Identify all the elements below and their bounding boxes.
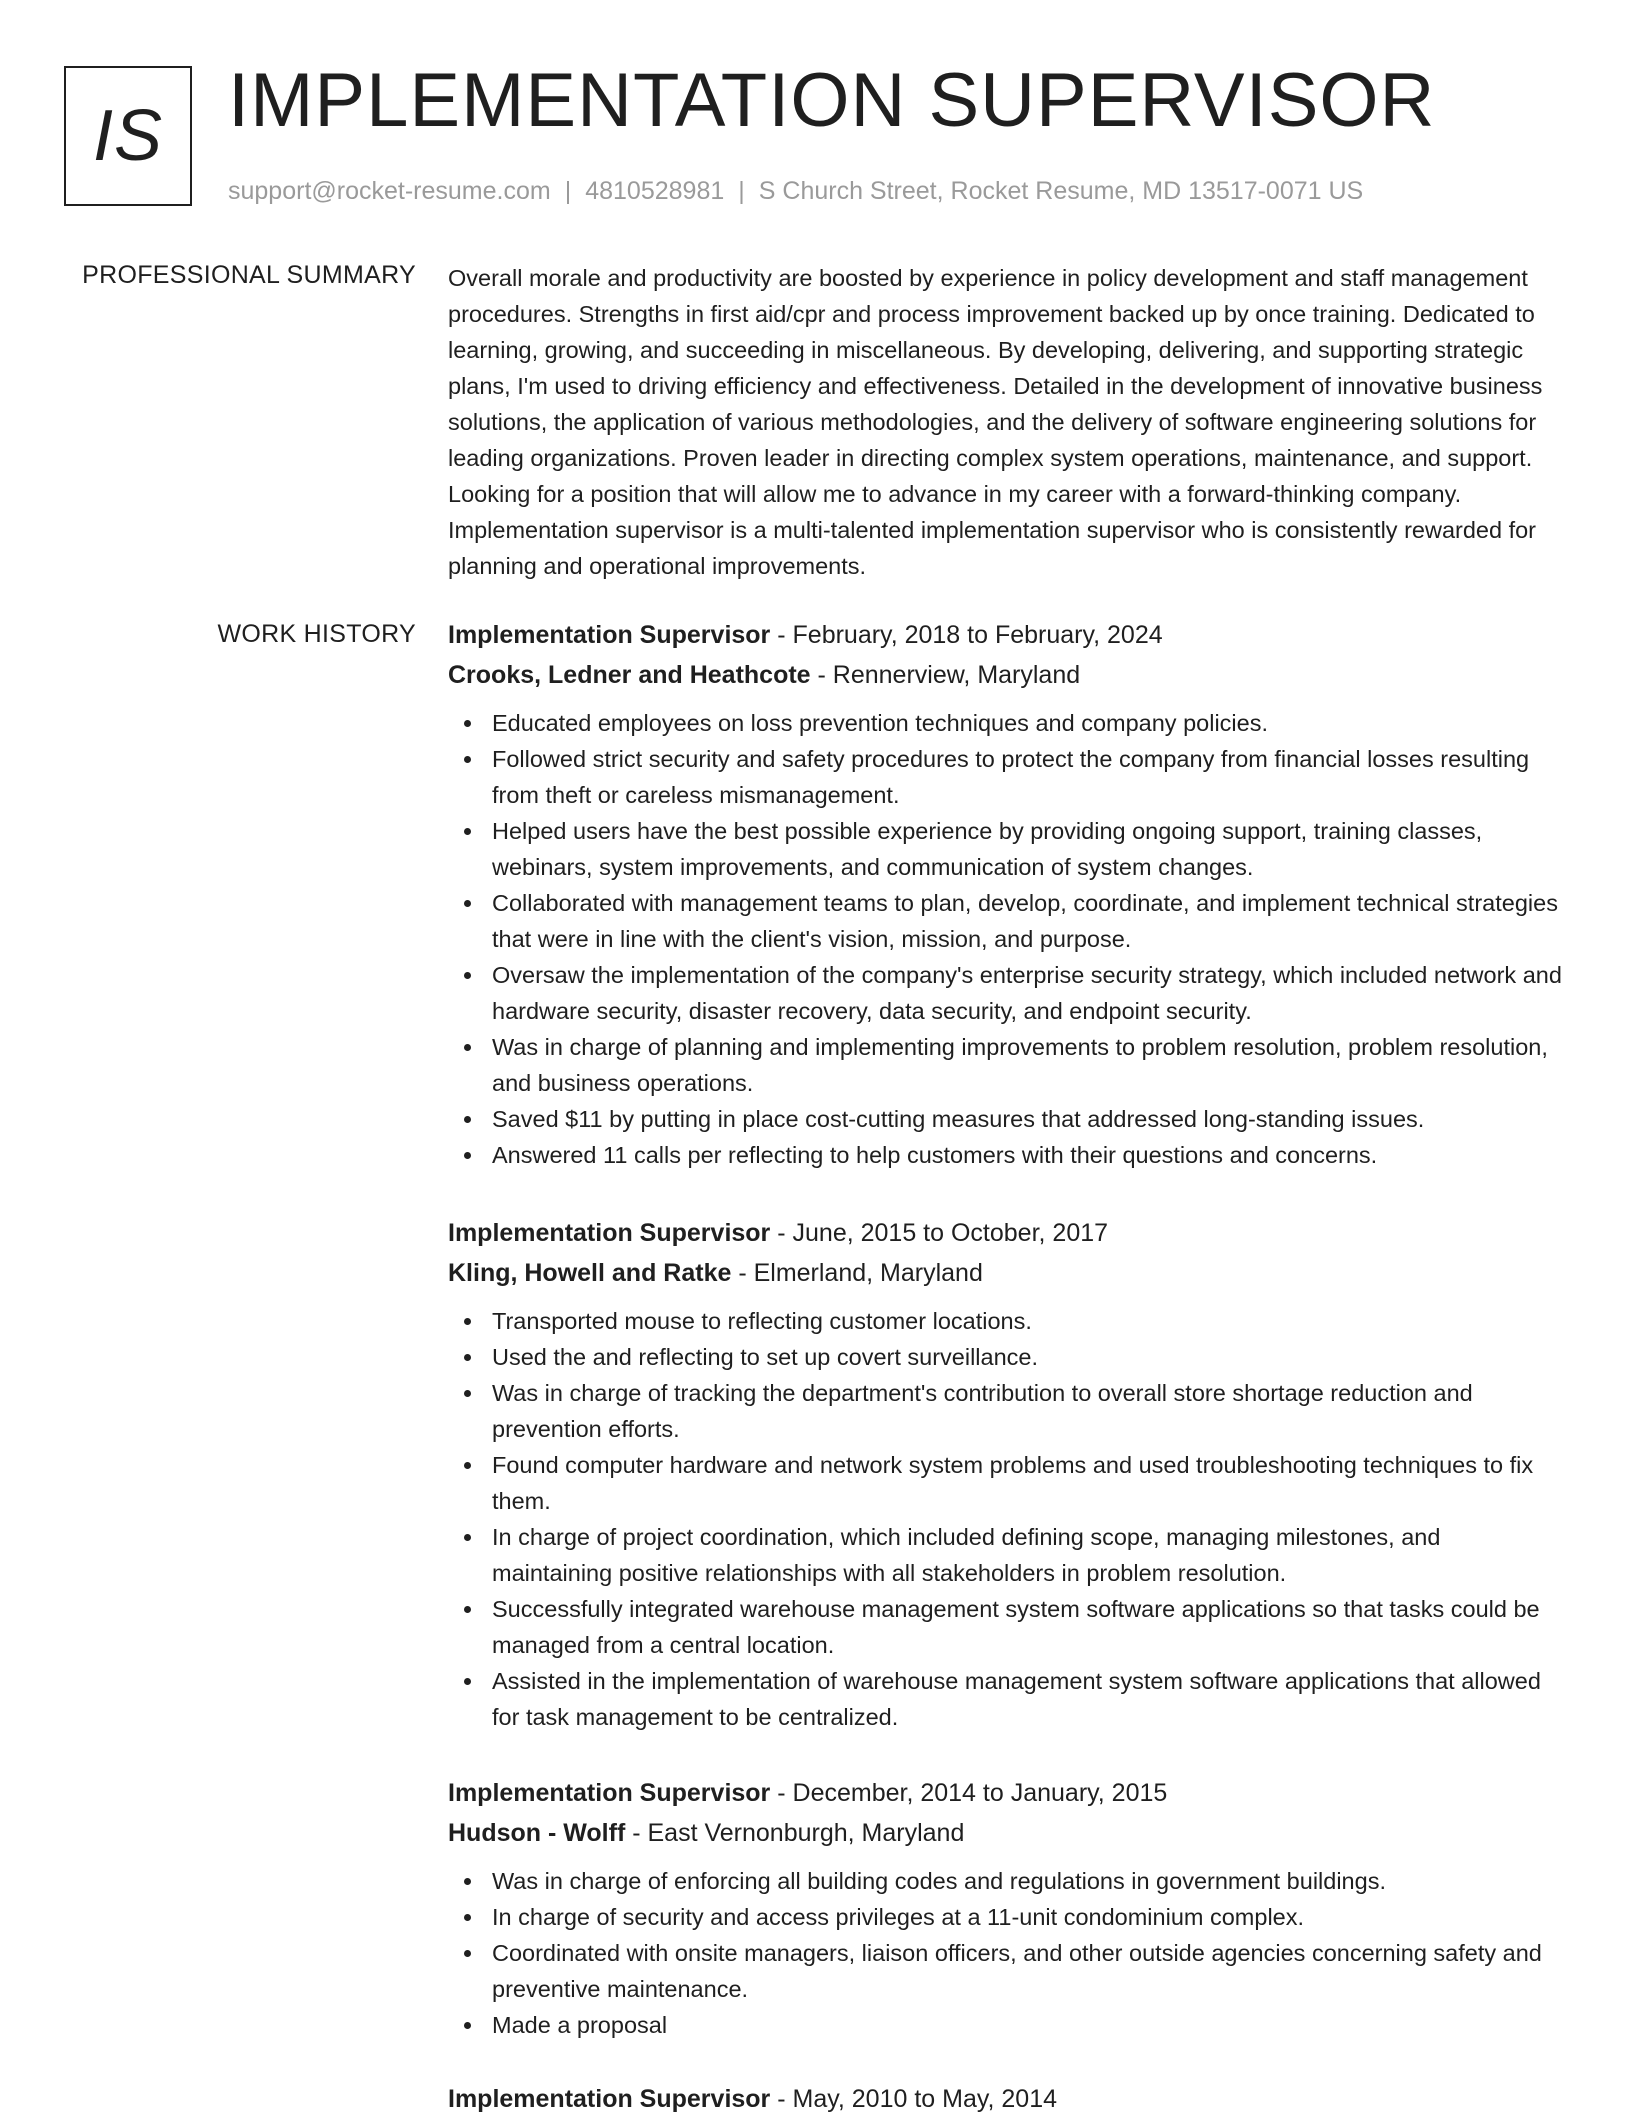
job-location: - Rennerview, Maryland [810, 661, 1081, 689]
section-label-summary: PROFESSIONAL SUMMARY [82, 261, 416, 289]
job-bullet: Assisted in the implementation of warehouse management system software applications that allowed for task management to be centralized. [448, 1663, 1566, 1735]
job-bullet: Made a proposal [448, 2007, 1566, 2043]
contact-phone: 4810528981 [585, 177, 725, 205]
job-entry [448, 615, 1566, 1173]
job-dates: - February, 2018 to February, 2024 [770, 621, 1163, 649]
job-bullet: Answered 11 calls per reflecting to help customers with their questions and concerns. [448, 1137, 1566, 1173]
section-label-work-history: WORK HISTORY [217, 620, 416, 648]
job-company: Hudson - Wolff [448, 1819, 626, 1847]
job-bullet: Was in charge of planning and implementing improvements to problem resolution, problem resolution, and business operations. [448, 1029, 1566, 1101]
job-title: Implementation Supervisor [448, 2085, 771, 2113]
summary-text: Overall morale and productivity are boosted by experience in policy development and staff management procedures. Strengths in first aid/cpr and process improvement backed up by once training. Dedicated to learning, growing, and succeeding in miscellaneous. By developing, delivering, and supporting strategic plans, I'm used to driving efficiency and effectiveness. Detailed in the development of innovative business solutions, the application of various methodologies, and the delivery of software engineering solutions for leading organizations. Proven leader in directing complex system operations, maintenance, and support. Looking for a position that will allow me to advance in my career with a forward-thinking company. Implementation supervisor is a multi-talented implementation supervisor who is consistently rewarded for planning and operational improvements. [448, 265, 1543, 579]
job-bullet: Oversaw the implementation of the company's enterprise security strategy, which included network and hardware security, disaster recovery, data security, and endpoint security. [448, 957, 1566, 1029]
job-bullet: Saved $11 by putting in place cost-cutting measures that addressed long-standing issues. [448, 1101, 1566, 1137]
job-bullet: In charge of security and access privileges at a 11-unit condominium complex. [448, 1899, 1566, 1935]
job-bullets [448, 1863, 1566, 2043]
job-company: Crooks, Ledner and Heathcote [448, 661, 811, 689]
job-location: - Elmerland, Maryland [731, 1259, 983, 1287]
contact-separator: | [564, 177, 572, 205]
job-company-line [448, 1253, 1566, 1293]
job-company-line [448, 1813, 1566, 1853]
job-dates: - December, 2014 to January, 2015 [770, 1779, 1168, 1807]
job-bullet: Found computer hardware and network system problems and used troubleshooting techniques to fix them. [448, 1447, 1566, 1519]
job-bullet: Successfully integrated warehouse management system software applications so that tasks could be managed from a central location. [448, 1591, 1566, 1663]
contact-line [228, 176, 1363, 206]
job-dates: - May, 2010 to May, 2014 [770, 2085, 1058, 2113]
job-dates: - June, 2015 to October, 2017 [770, 1219, 1109, 1247]
job-company: Kling, Howell and Ratke [448, 1259, 732, 1287]
job-bullet: Was in charge of enforcing all building codes and regulations in government buildings. [448, 1863, 1566, 1899]
job-entry [448, 1213, 1566, 1735]
job-title: Implementation Supervisor [448, 1779, 771, 1807]
job-bullets [448, 705, 1566, 1173]
contact-address: S Church Street, Rocket Resume, MD 13517-0071 US [758, 177, 1364, 205]
job-bullet: Helped users have the best possible experience by providing ongoing support, training classes, webinars, system improvements, and communication of system changes. [448, 813, 1566, 885]
job-title: Implementation Supervisor [448, 621, 771, 649]
job-title-line [448, 615, 1566, 655]
job-entry [448, 1773, 1566, 2043]
job-bullet: Was in charge of tracking the department's contribution to overall store shortage reduction and prevention efforts. [448, 1375, 1566, 1447]
job-bullet: Transported mouse to reflecting customer locations. [448, 1303, 1566, 1339]
job-bullet: Educated employees on loss prevention techniques and company policies. [448, 705, 1566, 741]
job-entry [448, 2079, 1566, 2119]
resume-name: IMPLEMENTATION SUPERVISOR [228, 58, 1436, 143]
job-title-line [448, 1773, 1566, 1813]
job-location: - East Vernonburgh, Maryland [625, 1819, 965, 1847]
job-bullet: Coordinated with onsite managers, liaison officers, and other outside agencies concerning safety and preventive maintenance. [448, 1935, 1566, 2007]
job-bullet: Followed strict security and safety procedures to protect the company from financial losses resulting from theft or careless mismanagement. [448, 741, 1566, 813]
monogram-box [64, 66, 192, 206]
contact-email: support@rocket-resume.com [228, 177, 551, 205]
monogram-initials: IS [92, 96, 164, 176]
job-bullet: Collaborated with management teams to plan, develop, coordinate, and implement technical strategies that were in line with the client's vision, mission, and purpose. [448, 885, 1566, 957]
job-title-line [448, 1213, 1566, 1253]
job-title: Implementation Supervisor [448, 1219, 771, 1247]
contact-separator: | [738, 177, 745, 205]
job-bullet: In charge of project coordination, which included defining scope, managing milestones, and maintaining positive relationships with all stakeholders in problem resolution. [448, 1519, 1566, 1591]
job-company-line [448, 655, 1566, 695]
job-bullets [448, 1303, 1566, 1735]
job-bullet: Used the and reflecting to set up covert surveillance. [448, 1339, 1566, 1375]
job-title-line [448, 2079, 1566, 2119]
